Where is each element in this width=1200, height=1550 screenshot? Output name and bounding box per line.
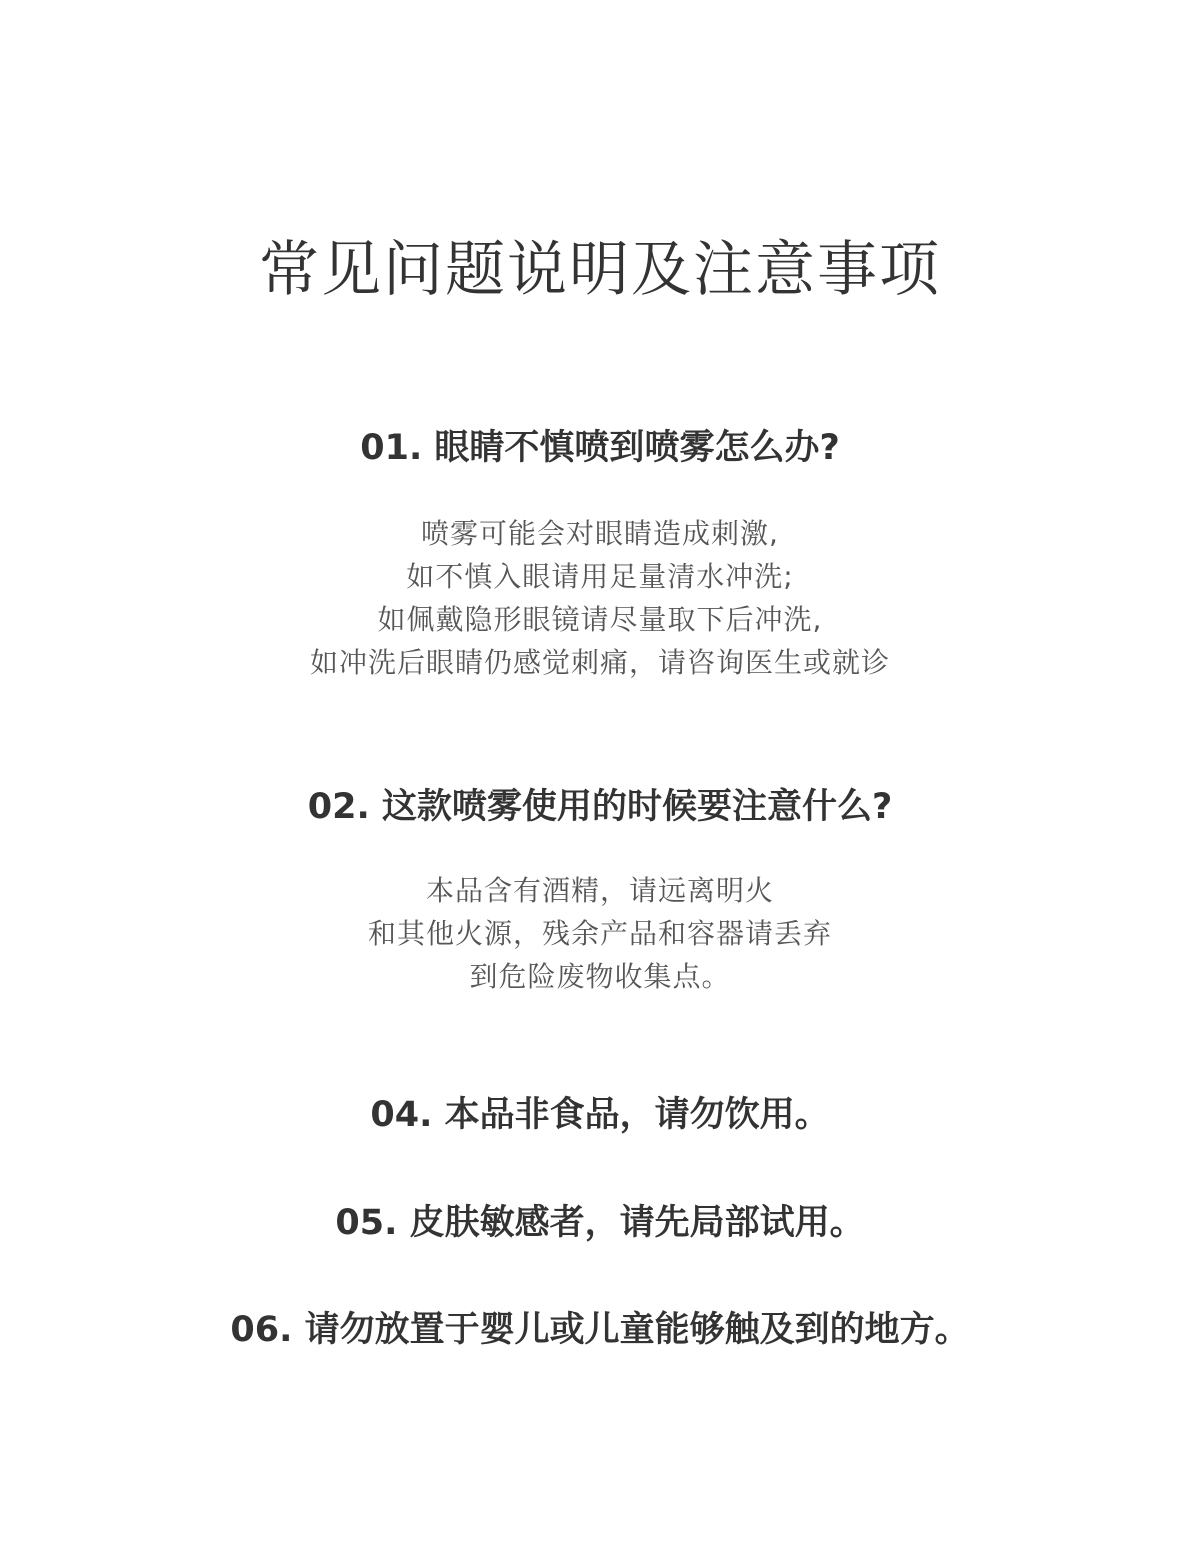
faq-question-01: 01. 眼睛不慎喷到喷雾怎么办? bbox=[360, 428, 840, 468]
faq-answer-line: 本品含有酒精，请远离明火 bbox=[425, 874, 774, 907]
faq-question-02: 02. 这款喷雾使用的时候要注意什么? bbox=[307, 787, 893, 827]
page-title: 常见问题说明及注意事项 bbox=[259, 235, 941, 305]
faq-notice-05: 05. 皮肤敏感者，请先局部试用。 bbox=[335, 1203, 865, 1243]
faq-answer-02 bbox=[0, 869, 1200, 998]
faq-answer-line: 如不慎入眼请用足量清水冲洗; bbox=[406, 560, 794, 593]
faq-answer-line: 如冲洗后眼睛仍感觉刺痛，请咨询医生或就诊 bbox=[309, 646, 890, 679]
faq-answer-line: 和其他火源，残余产品和容器请丢弃 bbox=[367, 917, 832, 950]
faq-notice-04: 04. 本品非食品，请勿饮用。 bbox=[370, 1095, 830, 1135]
faq-answer-01 bbox=[0, 512, 1200, 684]
faq-notice-06: 06. 请勿放置于婴儿或儿童能够触及到的地方。 bbox=[230, 1310, 970, 1350]
faq-answer-line: 如佩戴隐形眼镜请尽量取下后冲洗, bbox=[377, 603, 823, 636]
faq-answer-line: 到危险废物收集点。 bbox=[469, 960, 731, 993]
faq-answer-line: 喷雾可能会对眼睛造成刺激, bbox=[421, 517, 779, 550]
